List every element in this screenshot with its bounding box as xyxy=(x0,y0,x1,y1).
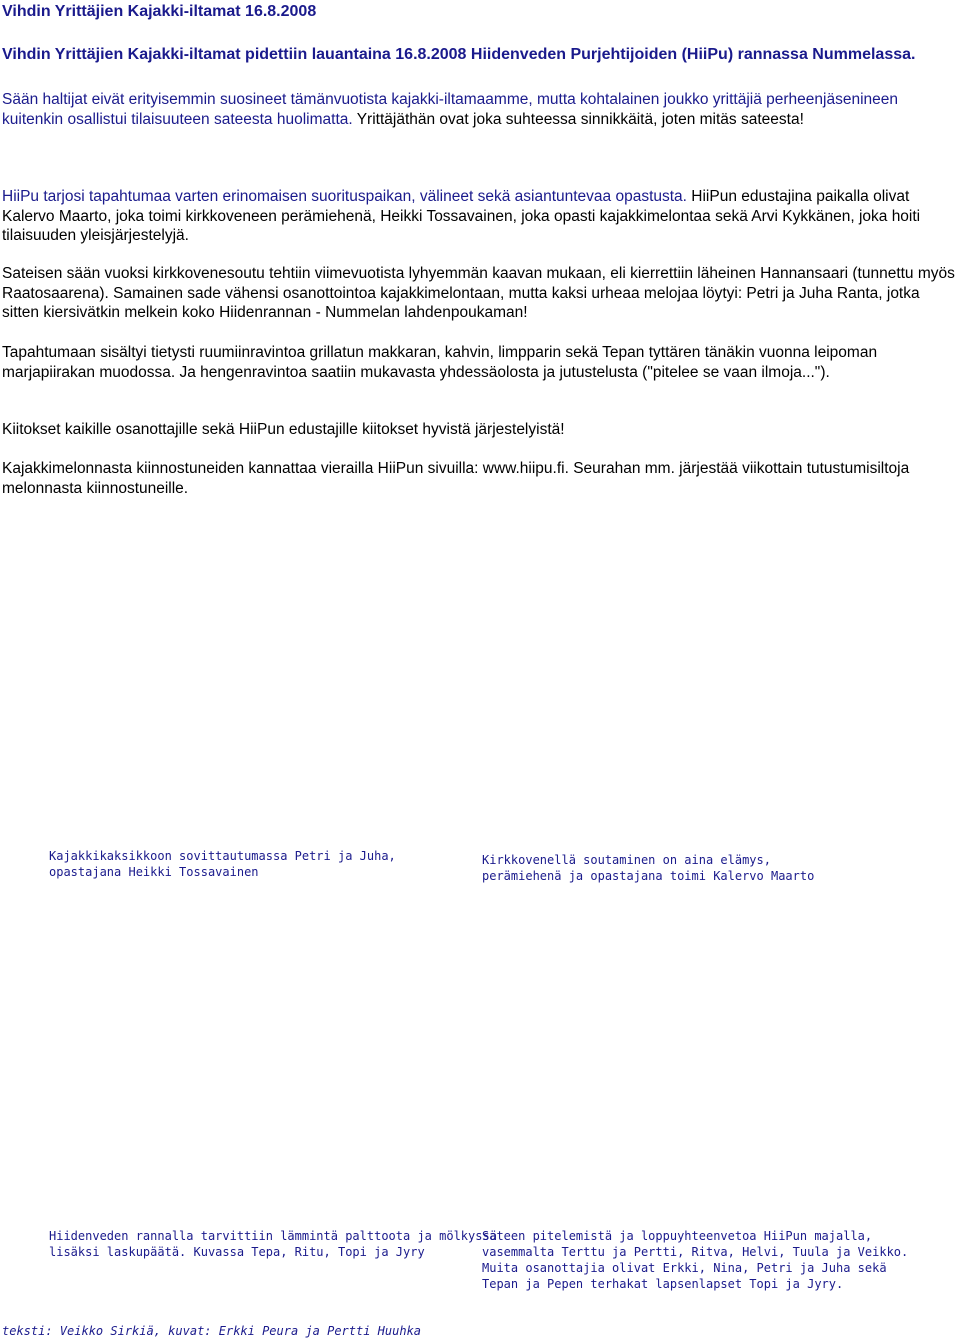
caption-line: Hiidenveden rannalla tarvittiin lämmintä palttoota ja mölkyssä xyxy=(49,1229,497,1243)
article-title: Vihdin Yrittäjien Kajakki-iltamat 16.8.2008 xyxy=(2,3,317,20)
caption-line: vasemmalta Terttu ja Pertti, Ritva, Helvi, Tuula ja Veikko. xyxy=(482,1245,909,1259)
paragraph-hiipu-part-b: HiiPun edustajina paikalla olivat Kalervo Maarto, joka toimi kirkkoveneen perämiehenä, Heikki Tossavainen, joka opasti kajakkimelontaa sekä Arvi Kykkänen, joka hoiti tilaisuuden yleisjärjestelyjä. xyxy=(2,188,921,244)
paragraph-thanks: Kiitokset kaikille osanottajille sekä HiiPun edustajille kiitokset hyvistä järjestelyistä! xyxy=(2,421,565,438)
paragraph-rowing: Sateisen sään vuoksi kirkkovenesoutu tehtiin viimevuotista lyhyemmän kaavan mukaan, eli kierrettiin läheinen Hannansaari (tunnettu myös Raatosaarena). Samainen sade vähensi osanottointoa kajakkimelontaan, mutta kaksi urheaa melojaa löytyi: Petri ja Juha Ranta, jotka sitten kiersivätkin melkein koko Hiidenrannan - Nummelan lahdenpoukaman! xyxy=(2,265,955,321)
caption-line: Muita osanottajia olivat Erkki, Nina, Petri ja Juha sekä xyxy=(482,1261,887,1275)
photo-caption-molkky xyxy=(49,1228,497,1260)
paragraph-info: Kajakkimelonnasta kiinnostuneiden kannattaa vierailla HiiPun sivuilla: www.hiipu.fi. Seurahan mm. järjestää viikottain tutustumisiltoja melonnasta kiinnostuneille. xyxy=(2,460,910,497)
photo-caption-church-boat xyxy=(482,852,814,884)
article-lead: Vihdin Yrittäjien Kajakki-iltamat pidettiin lauantaina 16.8.2008 Hiidenveden Purjehtijoiden (HiiPu) rannassa Nummelassa. xyxy=(2,46,916,63)
caption-line: Tepan ja Pepen terhakat lapsenlapset Topi ja Jyry. xyxy=(482,1277,844,1291)
caption-line: lisäksi laskupäätä. Kuvassa Tepa, Ritu, Topi ja Jyry xyxy=(49,1245,425,1259)
caption-line: Kajakkikaksikkoon sovittautumassa Petri ja Juha, xyxy=(49,849,396,863)
photo-caption-kayak xyxy=(49,848,396,880)
paragraph-hiipu-part-a: HiiPu tarjosi tapahtumaa varten erinomaisen suorituspaikan, välineet sekä asiantuntevaa opastusta. xyxy=(2,188,687,205)
paragraph-weather xyxy=(2,90,956,129)
paragraph-food: Tapahtumaan sisältyi tietysti ruumiinravintoa grillatun makkaran, kahvin, limpparin sekä Tepan tyttären tänäkin vuonna leipoman marjapiirakan muodossa. Ja hengenravintoa saatiin mukavasta yhdessäolosta ja jutustelusta ("pitelee se vaan ilmoja..."). xyxy=(2,344,878,381)
caption-line: Sateen pitelemistä ja loppuyhteenvetoa HiiPun majalla, xyxy=(482,1229,873,1243)
paragraph-hiipu xyxy=(2,187,956,246)
caption-line: Kirkkovenellä soutaminen on aina elämys, xyxy=(482,853,771,867)
caption-line: perämiehenä ja opastajana toimi Kalervo Maarto xyxy=(482,869,815,883)
photo-caption-cabin xyxy=(482,1228,908,1292)
paragraph-weather-part-b: Yrittäjäthän ovat joka suhteessa sinnikkäitä, joten mitäs sateesta! xyxy=(352,110,804,128)
caption-line: opastajana Heikki Tossavainen xyxy=(49,865,259,879)
credits: teksti: Veikko Sirkiä, kuvat: Erkki Peura ja Pertti Huuhka xyxy=(2,1324,422,1338)
paragraph-weather-part-a: Sään haltijat eivät erityisemmin suosineet tämänvuotista kajakki-iltamaamme, mutta kohtalainen joukko yrittäjiä perheenjäsenineen kuitenkin osallistui tilaisuuteen sateesta huolimatta. xyxy=(2,91,899,128)
